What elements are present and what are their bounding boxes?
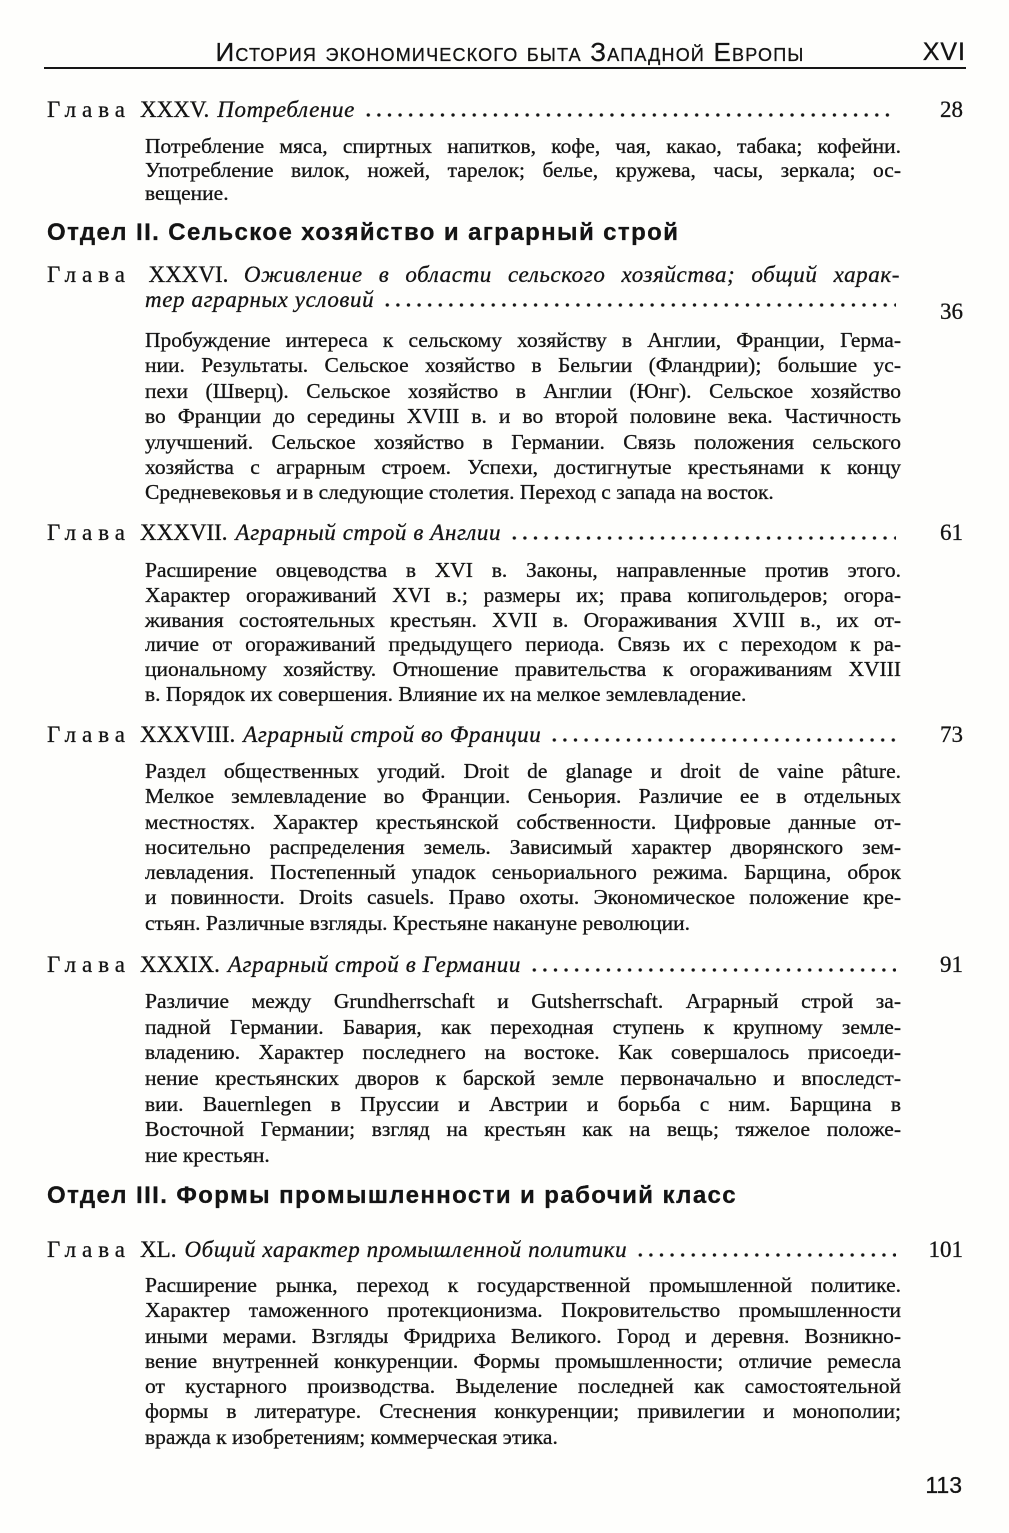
summary-line: улучшений. Сельское хозяйство в Германии. Связь положения сельского xyxy=(145,429,901,454)
summary-line: вещение. xyxy=(145,181,229,205)
chapter-entry-xxxviii xyxy=(47,722,963,748)
chapter-label: Глава xyxy=(47,952,132,977)
summary-line: падной Германии. Бавария, как переходная ступень к крупному земле- xyxy=(145,1014,901,1039)
chapter-label: Глава xyxy=(47,520,132,545)
summary-line: носительно распределения земель. Зависимый характер дворянского зем- xyxy=(145,834,901,859)
summary-line: стьян. Различные взгляды. Крестьяне накануне революции. xyxy=(145,910,690,935)
chapter-label: Глава xyxy=(47,262,132,287)
summary-line: циональному хозяйству. Отношение правительства к огораживаниям XVIII xyxy=(145,657,901,682)
chapter-summary-xxxvi xyxy=(145,328,901,506)
dot-leader xyxy=(529,968,896,972)
chapter-page-number: 101 xyxy=(928,1237,963,1262)
chapter-summary-xxxviii xyxy=(145,759,901,936)
chapter-numeral: XXXV. xyxy=(140,97,210,122)
chapter-page-number: 91 xyxy=(940,952,963,977)
chapter-title: Общий характер промышленной политики xyxy=(184,1237,628,1262)
chapter-summary-xxxvii xyxy=(145,558,901,707)
summary-line: пехи (Шверц). Сельское хозяйство в Англии (Юнг). Сельское хозяйство xyxy=(145,378,901,403)
chapter-title: Аграрный строй в Англии xyxy=(235,520,502,545)
summary-line: Употребление вилок, ножей, тарелок; белье, кружева, часы, зеркала; ос- xyxy=(145,157,901,182)
summary-line: Различие между Grundherrschaft и Gutsherrschaft. Аграрный строй за- xyxy=(145,989,901,1013)
summary-line: формы в литературе. Стеснения конкуренции; привилегии и монополии; xyxy=(145,1399,901,1424)
summary-line: живания состоятельных крестьян. XVII в. Огораживания XVIII в., их от- xyxy=(145,607,901,632)
summary-line: Раздел общественных угодий. Droit de glanage и droit de vaine pâture. xyxy=(145,759,901,783)
section-heading-iii: Отдел III. Формы промышленности и рабочий класс xyxy=(47,1182,738,1209)
chapter-label: Глава xyxy=(47,722,132,747)
chapter-page-number: 61 xyxy=(940,520,963,545)
chapter-title: Аграрный строй во Франции xyxy=(243,722,542,747)
chapter-summary-xxxv xyxy=(145,135,901,206)
summary-line: Средневековья и в следующие столетия. Переход с запада на восток. xyxy=(145,480,774,505)
page-number: 113 xyxy=(925,1472,962,1498)
chapter-label: Глава xyxy=(47,97,132,122)
chapter-entry-xxxv xyxy=(47,97,963,123)
chapter-page-number: 36 xyxy=(940,299,963,324)
summary-line: Характер таможенного протекционизма. Покровительство промышленности xyxy=(145,1298,901,1323)
summary-line: Восточной Германии; взгляд на крестьян как на вещь; тяжелое положе- xyxy=(145,1117,901,1142)
summary-line: во Франции до середины XVIII в. и во второй половине века. Частичность xyxy=(145,404,901,429)
chapter-numeral: XXXVIII. xyxy=(140,722,236,747)
summary-line: и повинности. Droits casuels. Право охоты. Экономическое положение кре- xyxy=(145,885,901,910)
running-head-title: История экономического быта Западной Европы xyxy=(215,37,805,67)
chapter-numeral: XXXIX. xyxy=(140,952,220,977)
chapter-title: Потребление xyxy=(217,97,355,122)
dot-leader xyxy=(549,738,896,742)
summary-line: нии. Результаты. Сельское хозяйство в Бельгии (Фландрии); большие ус- xyxy=(145,353,901,378)
chapter-label: Глава xyxy=(47,1237,132,1262)
dot-leader xyxy=(382,303,896,307)
section-heading-ii: Отдел II. Сельское хозяйство и аграрный строй xyxy=(47,219,680,246)
chapter-title-continued: тер аграрных условий xyxy=(145,287,375,312)
dot-leader xyxy=(509,536,896,540)
chapter-numeral: XXXVII. xyxy=(140,520,228,545)
dot-leader xyxy=(635,1253,896,1257)
chapter-summary-xxxix xyxy=(145,989,901,1169)
summary-line: Расширение овцеводства в XVI в. Законы, направленные против этого. xyxy=(145,558,901,582)
summary-line: вии. Bauernlegen в Пруссии и Австрии и борьба с ним. Барщина в xyxy=(145,1091,901,1116)
chapter-numeral: XXXVI. xyxy=(148,262,229,287)
summary-line: вражда к изобретениям; коммерческая этика. xyxy=(145,1424,558,1449)
summary-line: левладения. Постепенный упадок сеньориального режима. Барщина, оброк xyxy=(145,860,901,885)
chapter-summary-xl xyxy=(145,1273,901,1450)
summary-line: хозяйства с аграрным строем. Успехи, достигнутые крестьянами к концу xyxy=(145,454,901,479)
chapter-entry-xxxvi-continued xyxy=(145,287,963,324)
header-rule xyxy=(44,67,966,69)
chapter-page-number: 73 xyxy=(940,722,963,747)
summary-line: в. Порядок их совершения. Влияние их на мелкое землевладение. xyxy=(145,681,747,706)
summary-line: Потребление мяса, спиртных напитков, кофе, чая, какао, табака; кофейни. xyxy=(145,134,901,158)
summary-line: местностях. Характер крестьянской собственности. Цифровые данные от- xyxy=(145,809,901,834)
summary-line: нение крестьянских дворов к барской земле первоначально и впоследст- xyxy=(145,1066,901,1091)
summary-line: от кустарного производства. Выделение последней как самостоятельной xyxy=(145,1374,901,1399)
summary-line: Пробуждение интереса к сельскому хозяйству в Англии, Франции, Герма- xyxy=(145,328,901,352)
chapter-entry-xl xyxy=(47,1237,963,1263)
chapter-page-number: 28 xyxy=(940,97,963,122)
summary-line: иными мерами. Взгляды Фридриха Великого. Город и деревня. Возникно- xyxy=(145,1323,901,1348)
summary-line: Характер огораживаний XVI в.; размеры их; права копигольдеров; огора- xyxy=(145,582,901,607)
chapter-entry-xxxvi xyxy=(47,262,900,288)
summary-line: Расширение рынка, переход к государственной промышленной политике. xyxy=(145,1273,901,1297)
chapter-title: Оживление в области сельского хозяйства; общий харак- xyxy=(243,262,901,287)
dot-leader xyxy=(363,113,896,117)
chapter-title: Аграрный строй в Германии xyxy=(227,952,522,977)
summary-line: ние крестьян. xyxy=(145,1143,270,1168)
summary-line: владению. Характер последнего на востоке. Как совершалось присоеди- xyxy=(145,1040,901,1065)
chapter-entry-xxxix xyxy=(47,952,963,978)
chapter-entry-xxxvii xyxy=(47,520,963,546)
chapter-numeral: XL. xyxy=(140,1237,177,1262)
summary-line: Мелкое землевладение во Франции. Сеньория. Различие ее в отдельных xyxy=(145,784,901,809)
summary-line: личие от огораживаний предыдущего периода. Связь их с переходом к ра- xyxy=(145,632,901,657)
running-head-section-numeral: XVI xyxy=(922,38,966,66)
summary-line: вение внутренней конкуренции. Формы промышленности; отличие ремесла xyxy=(145,1348,901,1373)
